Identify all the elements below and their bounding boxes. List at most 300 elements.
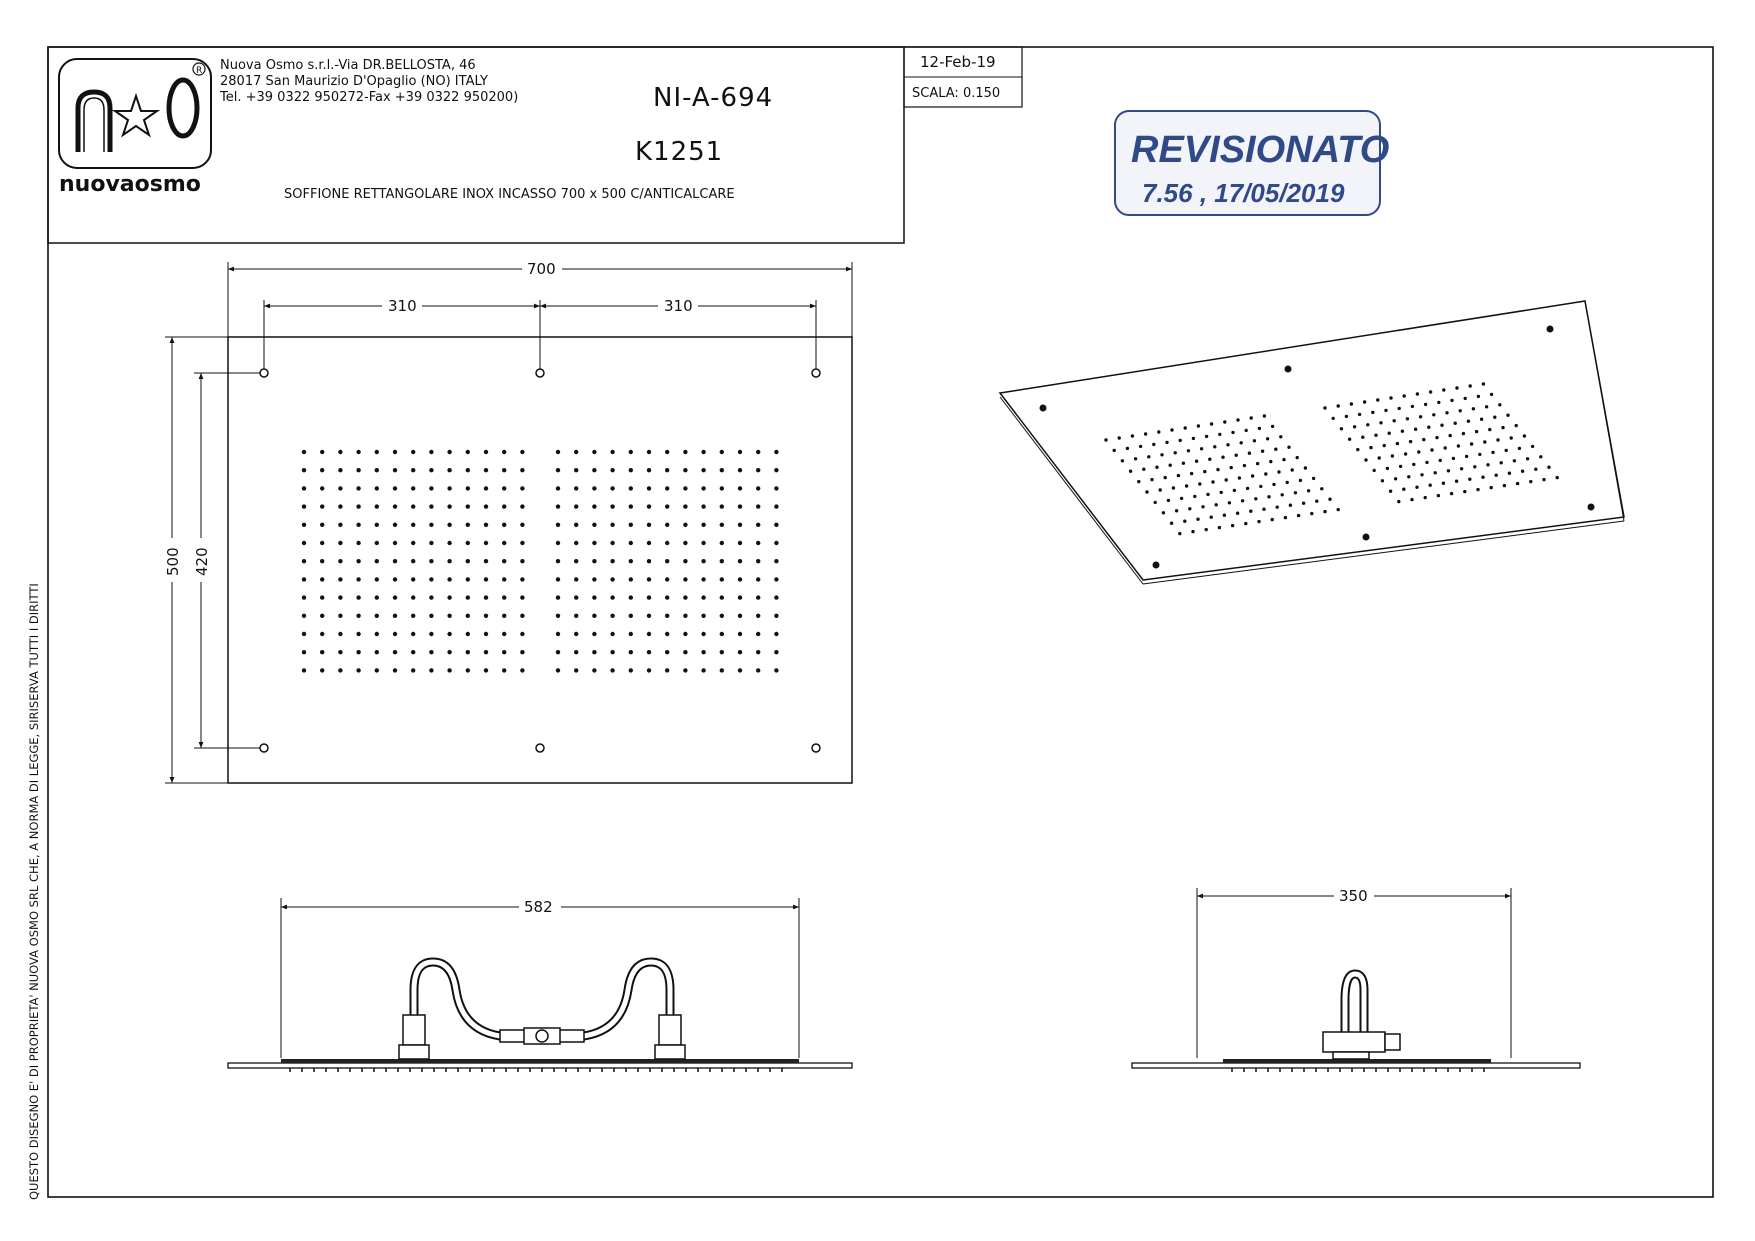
- iso-nozzle: [1220, 491, 1223, 494]
- nozzle: [393, 577, 397, 581]
- iso-nozzle: [1416, 392, 1419, 395]
- iso-nozzle: [1184, 426, 1187, 429]
- nozzle: [774, 486, 778, 490]
- iso-nozzle: [1455, 386, 1458, 389]
- nozzle: [720, 486, 724, 490]
- nozzle: [738, 668, 742, 672]
- nozzle: [574, 486, 578, 490]
- brand-name: nuovaosmo: [59, 172, 201, 197]
- nozzle: [592, 504, 596, 508]
- iso-nozzle: [1491, 451, 1494, 454]
- iso-nozzle: [1373, 469, 1376, 472]
- iso-nozzle: [1154, 501, 1157, 504]
- iso-nozzle: [1510, 436, 1513, 439]
- nozzle: [411, 450, 415, 454]
- iso-nozzle: [1460, 467, 1463, 470]
- nozzle: [466, 504, 470, 508]
- nozzle: [647, 468, 651, 472]
- iso-nozzle: [1469, 384, 1472, 387]
- nozzle: [556, 668, 560, 672]
- nozzle: [574, 450, 578, 454]
- nozzle: [320, 450, 324, 454]
- nozzle: [720, 668, 724, 672]
- iso-nozzle: [1486, 463, 1489, 466]
- nozzle: [720, 504, 724, 508]
- nozzle: [683, 523, 687, 527]
- title-block: [48, 47, 1022, 243]
- iso-nozzle: [1447, 469, 1450, 472]
- iso-nozzle: [1121, 459, 1124, 462]
- iso-nozzle: [1215, 503, 1218, 506]
- nozzle: [393, 468, 397, 472]
- nozzle: [302, 504, 306, 508]
- iso-nozzle: [1444, 446, 1447, 449]
- iso-nozzle: [1185, 484, 1188, 487]
- iso-nozzle: [1432, 413, 1435, 416]
- nozzle: [720, 632, 724, 636]
- iso-nozzle: [1332, 417, 1335, 420]
- iso-nozzle: [1490, 393, 1493, 396]
- nozzle: [629, 541, 633, 545]
- iso-nozzle: [1425, 461, 1428, 464]
- nozzle: [393, 523, 397, 527]
- nozzle: [466, 668, 470, 672]
- iso-nozzle: [1363, 400, 1366, 403]
- nozzle: [756, 632, 760, 636]
- nozzle: [592, 650, 596, 654]
- nozzle: [393, 632, 397, 636]
- iso-nozzle: [1477, 395, 1480, 398]
- iso-nozzle: [1455, 480, 1458, 483]
- address-line-3: Tel. +39 0322 950272-Fax +39 0322 950200): [220, 90, 519, 105]
- nozzle: [393, 559, 397, 563]
- iso-nozzle: [1175, 509, 1178, 512]
- iso-nozzle: [1409, 440, 1412, 443]
- nozzle: [338, 450, 342, 454]
- nozzle: [556, 486, 560, 490]
- nozzle: [520, 486, 524, 490]
- nozzle: [338, 541, 342, 545]
- nozzle: [610, 632, 614, 636]
- nozzle: [466, 632, 470, 636]
- drawing-code: NI-A-694: [653, 83, 774, 113]
- nozzle: [393, 504, 397, 508]
- nozzle: [411, 614, 415, 618]
- iso-nozzle: [1371, 411, 1374, 414]
- iso-nozzle: [1203, 470, 1206, 473]
- nozzle: [774, 595, 778, 599]
- nozzle: [683, 650, 687, 654]
- iso-nozzle: [1389, 396, 1392, 399]
- iso-nozzle: [1152, 443, 1155, 446]
- iso-nozzle: [1233, 489, 1236, 492]
- iso-nozzle: [1440, 424, 1443, 427]
- nozzle: [429, 486, 433, 490]
- nozzle: [320, 523, 324, 527]
- nozzle: [610, 468, 614, 472]
- iso-nozzle: [1104, 438, 1107, 441]
- nozzle: [647, 450, 651, 454]
- dim-side-width: 350: [1339, 887, 1368, 905]
- mounting-hole: [260, 744, 268, 752]
- iso-nozzle: [1449, 434, 1452, 437]
- iso-nozzle: [1366, 423, 1369, 426]
- nozzle: [720, 577, 724, 581]
- nozzle: [520, 595, 524, 599]
- iso-nozzle: [1457, 444, 1460, 447]
- nozzle: [701, 450, 705, 454]
- nozzle: [302, 486, 306, 490]
- mounting-hole: [812, 369, 820, 377]
- nozzle: [720, 650, 724, 654]
- nozzle: [556, 650, 560, 654]
- iso-nozzle: [1498, 403, 1501, 406]
- nozzle: [683, 486, 687, 490]
- iso-nozzle: [1182, 462, 1185, 465]
- nozzle: [466, 595, 470, 599]
- iso-nozzle: [1205, 435, 1208, 438]
- mounting-hole: [812, 744, 820, 752]
- nozzle: [665, 450, 669, 454]
- nozzle: [629, 450, 633, 454]
- iso-nozzle: [1488, 428, 1491, 431]
- nozzle: [774, 614, 778, 618]
- iso-nozzle: [1414, 428, 1417, 431]
- nozzle: [683, 468, 687, 472]
- nozzle: [556, 595, 560, 599]
- iso-nozzle: [1274, 448, 1277, 451]
- nozzle: [411, 523, 415, 527]
- iso-nozzle: [1192, 437, 1195, 440]
- iso-nozzle: [1113, 449, 1116, 452]
- nozzle: [302, 668, 306, 672]
- nozzle: [665, 559, 669, 563]
- iso-nozzle: [1430, 448, 1433, 451]
- iso-nozzle: [1225, 478, 1228, 481]
- iso-nozzle: [1236, 512, 1239, 515]
- nozzle: [302, 614, 306, 618]
- nozzle: [701, 614, 705, 618]
- iso-nozzle: [1468, 478, 1471, 481]
- nozzle: [302, 523, 306, 527]
- iso-nozzle: [1276, 506, 1279, 509]
- nozzle: [302, 650, 306, 654]
- nozzle: [393, 614, 397, 618]
- iso-nozzle: [1191, 530, 1194, 533]
- nozzle: [738, 559, 742, 563]
- nozzle: [447, 614, 451, 618]
- iso-nozzle: [1134, 457, 1137, 460]
- iso-nozzle: [1251, 474, 1254, 477]
- iso-nozzle: [1211, 480, 1214, 483]
- iso-nozzle: [1445, 411, 1448, 414]
- nozzle: [338, 632, 342, 636]
- iso-nozzle: [1391, 454, 1394, 457]
- nozzle: [629, 468, 633, 472]
- nozzle: [484, 468, 488, 472]
- iso-nozzle: [1243, 464, 1246, 467]
- nozzle: [356, 450, 360, 454]
- nozzle: [484, 595, 488, 599]
- nozzle: [375, 668, 379, 672]
- iso-nozzle: [1411, 405, 1414, 408]
- nozzle: [447, 632, 451, 636]
- iso-nozzle: [1505, 449, 1508, 452]
- nozzle: [574, 595, 578, 599]
- iso-nozzle: [1450, 492, 1453, 495]
- iso-nozzle: [1257, 520, 1260, 523]
- nozzle: [701, 468, 705, 472]
- iso-nozzle: [1259, 485, 1262, 488]
- nozzle: [502, 632, 506, 636]
- dim-hole-spacing-right: 310: [664, 297, 693, 315]
- iso-nozzle: [1271, 425, 1274, 428]
- iso-nozzle: [1323, 510, 1326, 513]
- iso-nozzle: [1353, 425, 1356, 428]
- iso-nozzle: [1144, 432, 1147, 435]
- iso-nozzle: [1513, 459, 1516, 462]
- iso-nozzle: [1236, 418, 1239, 421]
- nozzle: [574, 559, 578, 563]
- iso-nozzle: [1388, 432, 1391, 435]
- nozzle: [629, 523, 633, 527]
- nozzle: [338, 577, 342, 581]
- iso-nozzle: [1177, 474, 1180, 477]
- iso-nozzle: [1419, 415, 1422, 418]
- iso-nozzle: [1437, 401, 1440, 404]
- iso-nozzle: [1398, 407, 1401, 410]
- isometric-view: [1000, 301, 1624, 584]
- nozzle: [738, 504, 742, 508]
- nozzle: [356, 541, 360, 545]
- nozzle: [447, 541, 451, 545]
- iso-nozzle: [1226, 443, 1229, 446]
- nozzle: [393, 486, 397, 490]
- nozzle: [411, 486, 415, 490]
- iso-nozzle: [1190, 472, 1193, 475]
- nozzle: [502, 595, 506, 599]
- nozzle: [356, 632, 360, 636]
- nozzle: [701, 504, 705, 508]
- nozzle: [484, 450, 488, 454]
- iso-nozzle: [1131, 434, 1134, 437]
- mounting-hole: [536, 744, 544, 752]
- iso-nozzle: [1206, 493, 1209, 496]
- nozzle: [701, 668, 705, 672]
- company-logo: [59, 59, 211, 197]
- iso-nozzle: [1201, 505, 1204, 508]
- nozzle: [502, 468, 506, 472]
- nozzle: [738, 614, 742, 618]
- nozzle: [502, 577, 506, 581]
- nozzle: [738, 650, 742, 654]
- nozzle: [338, 468, 342, 472]
- nozzle: [756, 541, 760, 545]
- iso-nozzle: [1496, 438, 1499, 441]
- iso-nozzle: [1195, 460, 1198, 463]
- iso-nozzle: [1256, 462, 1259, 465]
- nozzle: [574, 650, 578, 654]
- iso-nozzle: [1137, 480, 1140, 483]
- iso-nozzle: [1521, 470, 1524, 473]
- nozzle: [610, 668, 614, 672]
- iso-nozzle: [1518, 447, 1521, 450]
- iso-nozzle: [1287, 446, 1290, 449]
- iso-nozzle: [1396, 442, 1399, 445]
- iso-nozzle: [1389, 490, 1392, 493]
- iso-nozzle: [1454, 422, 1457, 425]
- iso-nozzle: [1266, 437, 1269, 440]
- iso-nozzle: [1556, 476, 1559, 479]
- nozzle: [356, 468, 360, 472]
- nozzle: [447, 486, 451, 490]
- nozzle: [683, 668, 687, 672]
- nozzle: [302, 595, 306, 599]
- iso-nozzle: [1263, 414, 1266, 417]
- nozzle: [701, 595, 705, 599]
- nozzle: [429, 595, 433, 599]
- nozzle: [375, 614, 379, 618]
- address-line-2: 28017 San Maurizio D'Opaglio (NO) ITALY: [220, 74, 488, 89]
- iso-nozzle: [1231, 431, 1234, 434]
- iso-nozzle: [1216, 468, 1219, 471]
- iso-nozzle: [1167, 499, 1170, 502]
- iso-nozzle: [1187, 449, 1190, 452]
- iso-nozzle: [1422, 438, 1425, 441]
- nozzle: [338, 559, 342, 563]
- iso-nozzle: [1490, 486, 1493, 489]
- iso-nozzle: [1258, 427, 1261, 430]
- iso-nozzle: [1403, 394, 1406, 397]
- nozzle: [447, 504, 451, 508]
- nozzle: [302, 632, 306, 636]
- iso-nozzle: [1361, 436, 1364, 439]
- iso-nozzle: [1467, 420, 1470, 423]
- iso-nozzle: [1476, 488, 1479, 491]
- nozzle: [556, 577, 560, 581]
- iso-nozzle: [1472, 407, 1475, 410]
- nozzle: [647, 486, 651, 490]
- iso-nozzle: [1245, 429, 1248, 432]
- nozzle: [756, 614, 760, 618]
- iso-nozzle: [1281, 493, 1284, 496]
- nozzle: [665, 614, 669, 618]
- nozzle: [393, 450, 397, 454]
- nozzle: [610, 450, 614, 454]
- iso-nozzle: [1429, 484, 1432, 487]
- nozzle: [556, 504, 560, 508]
- iso-nozzle: [1417, 450, 1420, 453]
- nozzle: [320, 650, 324, 654]
- iso-nozzle: [1420, 473, 1423, 476]
- iso-nozzle: [1312, 477, 1315, 480]
- iso-nozzle: [1118, 436, 1121, 439]
- iso-nozzle: [1223, 514, 1226, 517]
- nozzle: [375, 468, 379, 472]
- iso-nozzle: [1238, 476, 1241, 479]
- nozzle: [756, 577, 760, 581]
- nozzle: [356, 595, 360, 599]
- iso-nozzle: [1210, 422, 1213, 425]
- nozzle: [484, 614, 488, 618]
- nozzle: [756, 668, 760, 672]
- nozzle: [320, 504, 324, 508]
- iso-nozzle: [1481, 476, 1484, 479]
- nozzle: [502, 668, 506, 672]
- nozzle: [610, 504, 614, 508]
- nozzle: [393, 668, 397, 672]
- nozzle: [647, 668, 651, 672]
- nozzle: [356, 523, 360, 527]
- nozzle: [338, 614, 342, 618]
- mounting-hole: [260, 369, 268, 377]
- nozzle: [320, 541, 324, 545]
- nozzle: [320, 595, 324, 599]
- iso-nozzle: [1297, 514, 1300, 517]
- iso-nozzle: [1178, 532, 1181, 535]
- nozzle: [629, 650, 633, 654]
- nozzle: [302, 450, 306, 454]
- iso-nozzle: [1508, 472, 1511, 475]
- nozzle: [484, 486, 488, 490]
- nozzle: [520, 614, 524, 618]
- nozzle: [592, 450, 596, 454]
- iso-nozzle: [1529, 480, 1532, 483]
- dim-hole-spacing-vertical: 420: [193, 547, 211, 576]
- iso-nozzle: [1160, 453, 1163, 456]
- iso-nozzle: [1198, 482, 1201, 485]
- nozzle: [556, 523, 560, 527]
- iso-nozzle: [1376, 398, 1379, 401]
- iso-nozzle: [1384, 409, 1387, 412]
- iso-nozzle: [1399, 465, 1402, 468]
- iso-nozzle: [1315, 500, 1318, 503]
- nozzle: [502, 650, 506, 654]
- nozzle: [302, 541, 306, 545]
- iso-nozzle: [1126, 447, 1129, 450]
- iso-nozzle: [1254, 497, 1257, 500]
- nozzle: [610, 486, 614, 490]
- nozzle: [701, 541, 705, 545]
- iso-nozzle: [1429, 390, 1432, 393]
- nozzle: [520, 468, 524, 472]
- nozzle: [466, 577, 470, 581]
- iso-nozzle: [1482, 382, 1485, 385]
- drawing-scale: SCALA: 0.150: [912, 86, 1001, 101]
- iso-nozzle: [1188, 507, 1191, 510]
- nozzle: [574, 541, 578, 545]
- nozzle: [502, 614, 506, 618]
- iso-nozzle: [1480, 418, 1483, 421]
- nozzle: [592, 668, 596, 672]
- iso-nozzle: [1397, 500, 1400, 503]
- nozzle: [701, 523, 705, 527]
- nozzle: [665, 577, 669, 581]
- nozzle: [683, 595, 687, 599]
- nozzle: [574, 632, 578, 636]
- iso-nozzle: [1378, 456, 1381, 459]
- nozzle: [520, 541, 524, 545]
- nozzle: [683, 541, 687, 545]
- iso-nozzle: [1407, 475, 1410, 478]
- iso-nozzle: [1165, 441, 1168, 444]
- svg-text:R: R: [196, 66, 203, 76]
- nozzle: [683, 577, 687, 581]
- nozzle: [774, 504, 778, 508]
- nozzle: [738, 450, 742, 454]
- iso-nozzle: [1244, 522, 1247, 525]
- iso-nozzle: [1435, 436, 1438, 439]
